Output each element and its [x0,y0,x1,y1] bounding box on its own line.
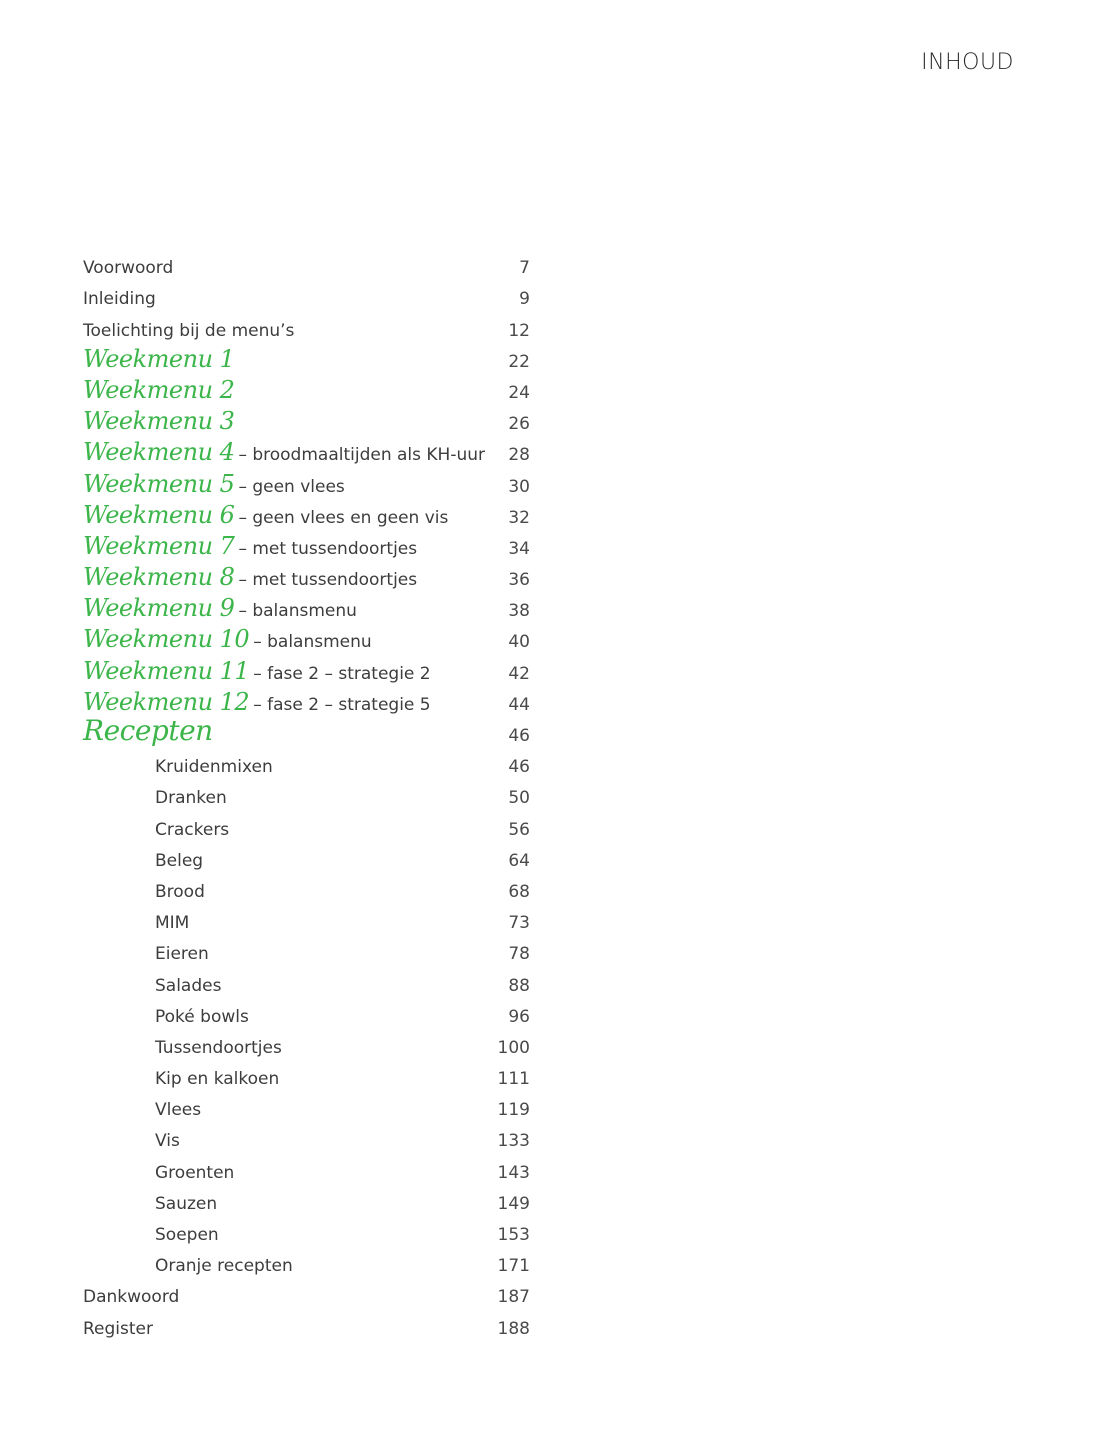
toc-entry-weekmenu-11[interactable] [83,657,530,688]
toc-subentry[interactable] [83,1125,530,1156]
toc-entry-title: Vis [155,1131,180,1152]
toc-page-number: 28 [508,445,530,466]
toc-subentry[interactable] [83,1188,530,1219]
toc-entry-title: Eieren [155,944,209,965]
toc-entry-weekmenu-10[interactable] [83,626,530,657]
weekmenu-script-title: Weekmenu 9 [83,594,235,623]
toc-entry-title: Poké bowls [155,1006,249,1027]
toc-entry-title: Vlees [155,1100,202,1121]
toc-entry-weekmenu-8[interactable] [83,564,530,595]
toc-page-number: 171 [497,1256,530,1277]
toc-page-number: 42 [508,663,530,684]
toc-entry-title: Salades [155,975,222,996]
toc-page-number: 64 [508,850,530,871]
toc-page-number: 56 [508,819,530,840]
toc-page-number: 188 [497,1318,530,1339]
table-of-contents [83,252,530,1344]
toc-page-number: 9 [519,289,530,310]
toc-entry-title: MIM [155,913,190,934]
weekmenu-subtitle: – met tussendoortjes [238,538,418,559]
toc-entry-title: Oranje recepten [155,1256,293,1277]
toc-subentry[interactable] [83,938,530,969]
toc-page-number: 100 [497,1037,530,1058]
toc-entry-title: Dankwoord [83,1287,180,1308]
toc-subentry[interactable] [83,1156,530,1187]
toc-subentry[interactable] [83,1001,530,1032]
toc-page-number: 24 [508,382,530,403]
toc-page-number: 119 [497,1100,530,1121]
toc-page-number: 12 [508,320,530,341]
toc-entry-title: Register [83,1318,153,1339]
toc-entry-title: Crackers [155,819,230,840]
weekmenu-subtitle: – broodmaaltijden als KH-uur [238,445,486,466]
toc-subentry[interactable] [83,907,530,938]
toc-page-number: 46 [508,726,530,746]
toc-page-number: 36 [508,570,530,591]
toc-entry-title: Tussendoortjes [155,1037,282,1058]
toc-subentry[interactable] [83,876,530,907]
toc-entry-title: Sauzen [155,1193,218,1214]
toc-entry-title: Soepen [155,1225,219,1245]
weekmenu-subtitle: – geen vlees [238,476,345,497]
toc-page-number: 153 [497,1225,530,1245]
toc-entry-weekmenu-7[interactable] [83,533,530,564]
page-title: INHOUD [921,50,1014,75]
toc-page-number: 78 [508,944,530,965]
toc-entry-register[interactable] [83,1312,530,1343]
toc-page-number: 96 [508,1006,530,1027]
toc-entry-weekmenu-1[interactable] [83,346,530,377]
toc-page-number: 68 [508,881,530,902]
weekmenu-script-title: Weekmenu 10 [83,625,250,654]
toc-entry-dankwoord[interactable] [83,1281,530,1312]
weekmenu-subtitle: – fase 2 – strategie 5 [253,694,431,715]
toc-entry-inleiding[interactable] [83,283,530,314]
toc-page-number: 22 [508,351,530,372]
toc-entry-weekmenu-3[interactable] [83,408,530,439]
weekmenu-subtitle: – met tussendoortjes [238,570,418,591]
toc-page-number: 40 [508,632,530,653]
toc-entry-weekmenu-9[interactable] [83,595,530,626]
toc-page-number: 32 [508,507,530,528]
toc-subentry[interactable] [83,1250,530,1281]
weekmenu-subtitle: – fase 2 – strategie 2 [253,663,431,684]
toc-entry-recepten[interactable] [83,714,530,751]
weekmenu-script-title: Weekmenu 8 [83,563,235,592]
toc-entry-title: Voorwoord [83,258,174,279]
toc-page-number: 149 [497,1193,530,1214]
weekmenu-subtitle: – balansmenu [238,601,357,622]
toc-page-number: 34 [508,538,530,559]
toc-page-number: 143 [497,1162,530,1183]
recepten-script-title: Recepten [83,714,213,747]
toc-subentry[interactable] [83,813,530,844]
toc-entry-title: Beleg [155,850,204,871]
weekmenu-subtitle: – geen vlees en geen vis [238,507,449,528]
toc-page-number: 111 [497,1069,530,1090]
weekmenu-script-title: Weekmenu 12 [83,687,250,716]
toc-subentry[interactable] [83,1032,530,1063]
toc-entry-title: Inleiding [83,289,156,310]
weekmenu-subtitle: – balansmenu [253,632,372,653]
weekmenu-script-title: Weekmenu 2 [83,375,235,404]
toc-page-number: 187 [497,1287,530,1308]
toc-entry-title: Groenten [155,1162,235,1183]
toc-page-number: 7 [519,258,530,279]
toc-entry-weekmenu-2[interactable] [83,377,530,408]
toc-page-number: 26 [508,414,530,435]
toc-page-number: 46 [508,757,530,778]
toc-page-number: 30 [508,476,530,497]
toc-subentry[interactable] [83,751,530,782]
toc-subentry[interactable] [83,969,530,1000]
toc-page-number: 73 [508,913,530,934]
toc-entry-weekmenu-5[interactable] [83,470,530,501]
toc-entry-title: Kip en kalkoen [155,1069,280,1090]
weekmenu-script-title: Weekmenu 11 [83,656,250,685]
weekmenu-script-title: Weekmenu 6 [83,500,235,529]
toc-page-number: 88 [508,975,530,996]
weekmenu-script-title: Weekmenu 4 [83,438,235,467]
toc-entry-weekmenu-6[interactable] [83,502,530,533]
weekmenu-script-title: Weekmenu 3 [83,407,235,436]
toc-subentry[interactable] [83,845,530,876]
toc-entry-title: Kruidenmixen [155,757,273,778]
weekmenu-script-title: Weekmenu 5 [83,469,235,498]
toc-page-number: 133 [497,1131,530,1152]
toc-subentry[interactable] [83,1094,530,1125]
weekmenu-script-title: Weekmenu 1 [83,344,235,373]
toc-entry-title: Brood [155,881,205,902]
toc-page-number: 38 [508,601,530,622]
toc-entry-weekmenu-4[interactable] [83,439,530,470]
toc-entry-toelichting[interactable] [83,314,530,345]
toc-entry-title: Dranken [155,788,227,809]
toc-subentry[interactable] [83,782,530,813]
weekmenu-script-title: Weekmenu 7 [83,531,235,560]
toc-page-number: 44 [508,694,530,715]
toc-entry-title: Toelichting bij de menu’s [83,320,295,341]
toc-page-number: 50 [508,788,530,809]
toc-subentry[interactable] [83,1219,530,1250]
toc-entry-voorwoord[interactable] [83,252,530,283]
toc-subentry[interactable] [83,1063,530,1094]
